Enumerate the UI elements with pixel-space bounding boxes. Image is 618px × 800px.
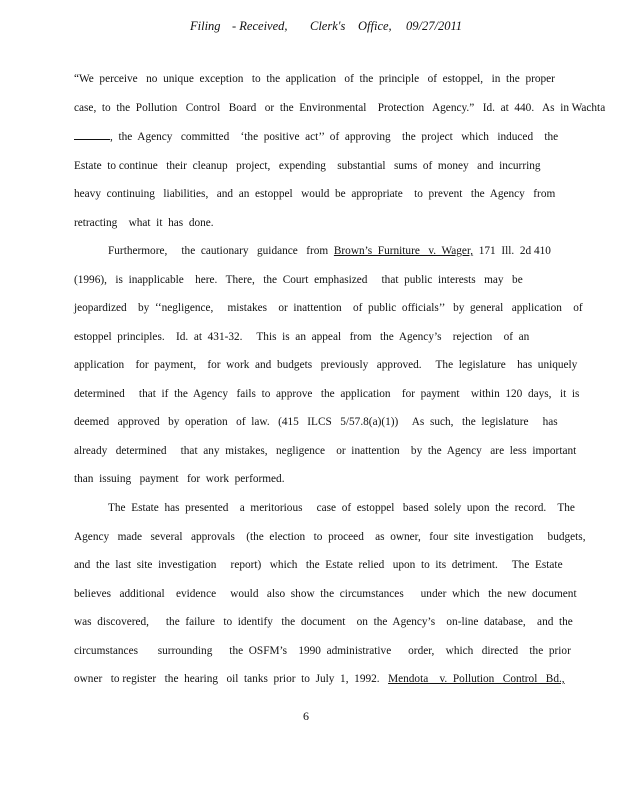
text-line <box>74 672 565 686</box>
text-line: circumstances surrounding the OSFM’s 1990 administrative order, which directed the prior <box>74 645 571 657</box>
text-line: The Estate has presented a meritorious case of estoppel based solely upon the record. The <box>108 502 575 514</box>
header-date: 09/27/2011 <box>406 19 463 33</box>
header-filing: Filing <box>190 19 221 33</box>
page-number: 6 <box>303 709 309 723</box>
text-line: (1996), is inapplicable here. There, the Court emphasized that public interests may be <box>74 274 523 286</box>
text-line <box>108 244 551 258</box>
text-line: jeopardized by ‘‘negligence, mistakes or inattention of public officials’’ by general application of <box>74 302 583 314</box>
text-line: was discovered, the failure to identify the document on the Agency’s on-line database, and the <box>74 616 573 628</box>
header-office: Office, <box>358 19 392 33</box>
text-line: already determined that any mistakes, negligence or inattention by the Agency are less important <box>74 445 577 457</box>
header-received: - Received, <box>232 19 288 33</box>
text-line <box>74 130 558 144</box>
text-line: “We perceive no unique exception to the application of the principle of estoppel, in the proper <box>74 73 555 85</box>
text-line: application for payment, for work and budgets previously approved. The legislature has uniquely <box>74 359 578 371</box>
text-fragment: owner to register the hearing oil tanks prior to July 1, 1992. <box>74 673 389 685</box>
text-line: believes additional evidence would also show the circumstances under which the new document <box>74 588 577 600</box>
text-line: deemed approved by operation of law. (415 ILCS 5/57.8(a)(1)) As such, the legislature has <box>74 416 558 428</box>
text-line: determined that if the Agency fails to approve the application for payment within 120 days, it is <box>74 388 580 400</box>
case-citation-mendota: Mendota v. Pollution Control Bd., <box>388 673 565 685</box>
text-line: Agency made several approvals (the election to proceed as owner, four site investigation budgets, <box>74 531 586 543</box>
header-clerks: Clerk's <box>310 19 346 33</box>
text-line: case, to the Pollution Control Board or the Environmental Protection Agency.” Id. at 440. As in Wachta <box>74 102 606 114</box>
case-citation-browns-furniture: Brown’s Furniture v. Wager, <box>333 245 474 257</box>
case-name-blank <box>74 130 110 140</box>
text-line: Estate to continue their cleanup project, expending substantial sums of money and incurring <box>74 160 541 172</box>
text-fragment: Furthermore, the cautionary guidance from <box>108 245 334 257</box>
text-line: than issuing payment for work performed. <box>74 473 285 485</box>
text-line: estoppel principles. Id. at 431-32. This is an appeal from the Agency’s rejection of an <box>74 331 530 343</box>
text-line: heavy continuing liabilities, and an estoppel would be appropriate to prevent the Agency from <box>74 188 556 200</box>
text-fragment: 171 Ill. 2d 410 <box>473 245 551 257</box>
text-fragment: , the Agency committed ‘the positive act’’ of approving the project which induced the <box>110 131 559 143</box>
text-line: retracting what it has done. <box>74 217 214 229</box>
text-line: and the last site investigation report) which the Estate relied upon to its detriment. The Estate <box>74 559 563 571</box>
